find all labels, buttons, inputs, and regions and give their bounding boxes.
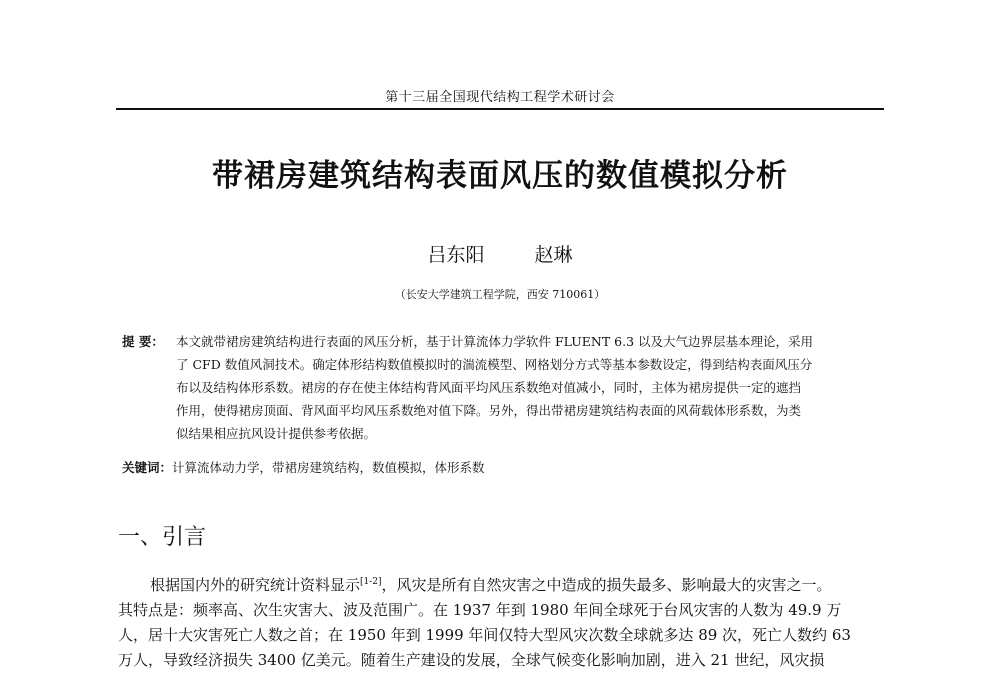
- body-text-span: 根据国内外的研究统计资料显示: [150, 576, 361, 594]
- keywords-text: 计算流体动力学，带裙房建筑结构，数值模拟，体形系数: [172, 460, 485, 475]
- abstract-line: 本文就带裙房建筑结构进行表面的风压分析，基于计算流体力学软件 FLUENT 6.3 以及大气边界层基本理论，采用: [176, 334, 814, 349]
- affiliation: （长安大学建筑工程学院，西安 710061）: [394, 288, 606, 301]
- keywords: [122, 458, 884, 476]
- header-rule: [116, 108, 884, 110]
- abstract-line: 布以及结构体形系数。裙房的存在使主体结构背风面平均风压系数绝对值减小，同时，主体为裙房提供一定的遮挡: [176, 380, 802, 395]
- body-paragraph: [118, 570, 886, 673]
- paper-title: 带裙房建筑结构表面风压的数值模拟分析: [212, 158, 788, 194]
- body-line: [118, 570, 886, 598]
- section-heading: 一、引言: [118, 525, 207, 550]
- running-header: 第十三届全国现代结构工程学术研讨会: [385, 90, 615, 105]
- abstract-line: 似结果相应抗风设计提供参考依据。: [176, 426, 377, 441]
- keywords-label: 关键词：: [122, 460, 173, 475]
- abstract-line: 了 CFD 数值风洞技术。确定体形结构数值模拟时的湍流模型、网格划分方式等基本参数设定，得到结构表面风压分: [176, 357, 813, 372]
- abstract-line: 作用，使得裙房顶面、背风面平均风压系数绝对值下降。另外，得出带裙房建筑结构表面的风荷载体形系数，为类: [176, 403, 802, 418]
- body-text-span: ，风灾是所有自然灾害之中造成的损失最多、影响最大的灾害之一。: [381, 576, 832, 594]
- author-name: 吕东阳: [427, 244, 485, 266]
- body-line: 其特点是：频率高、次生灾害大、波及范围广。在 1937 年到 1980 年间全球死于台风灾害的人数为 49.9 万: [118, 601, 842, 619]
- abstract-label: 提 要：: [122, 334, 164, 349]
- citation-ref[interactable]: [1-2]: [360, 577, 382, 587]
- author-name: 赵琳: [534, 244, 573, 266]
- authors: [0, 240, 1000, 267]
- body-line: 人，居十大灾害死亡人数之首；在 1950 年到 1999 年间仅特大型风灾次数全球就多达 89 次，死亡人数约 63: [118, 626, 851, 644]
- abstract: [122, 330, 884, 445]
- abstract-text: [176, 330, 884, 445]
- body-line: 万人，导致经济损失 3400 亿美元。随着生产建设的发展，全球气候变化影响加剧，进入 21 世纪，风灾损: [118, 651, 825, 669]
